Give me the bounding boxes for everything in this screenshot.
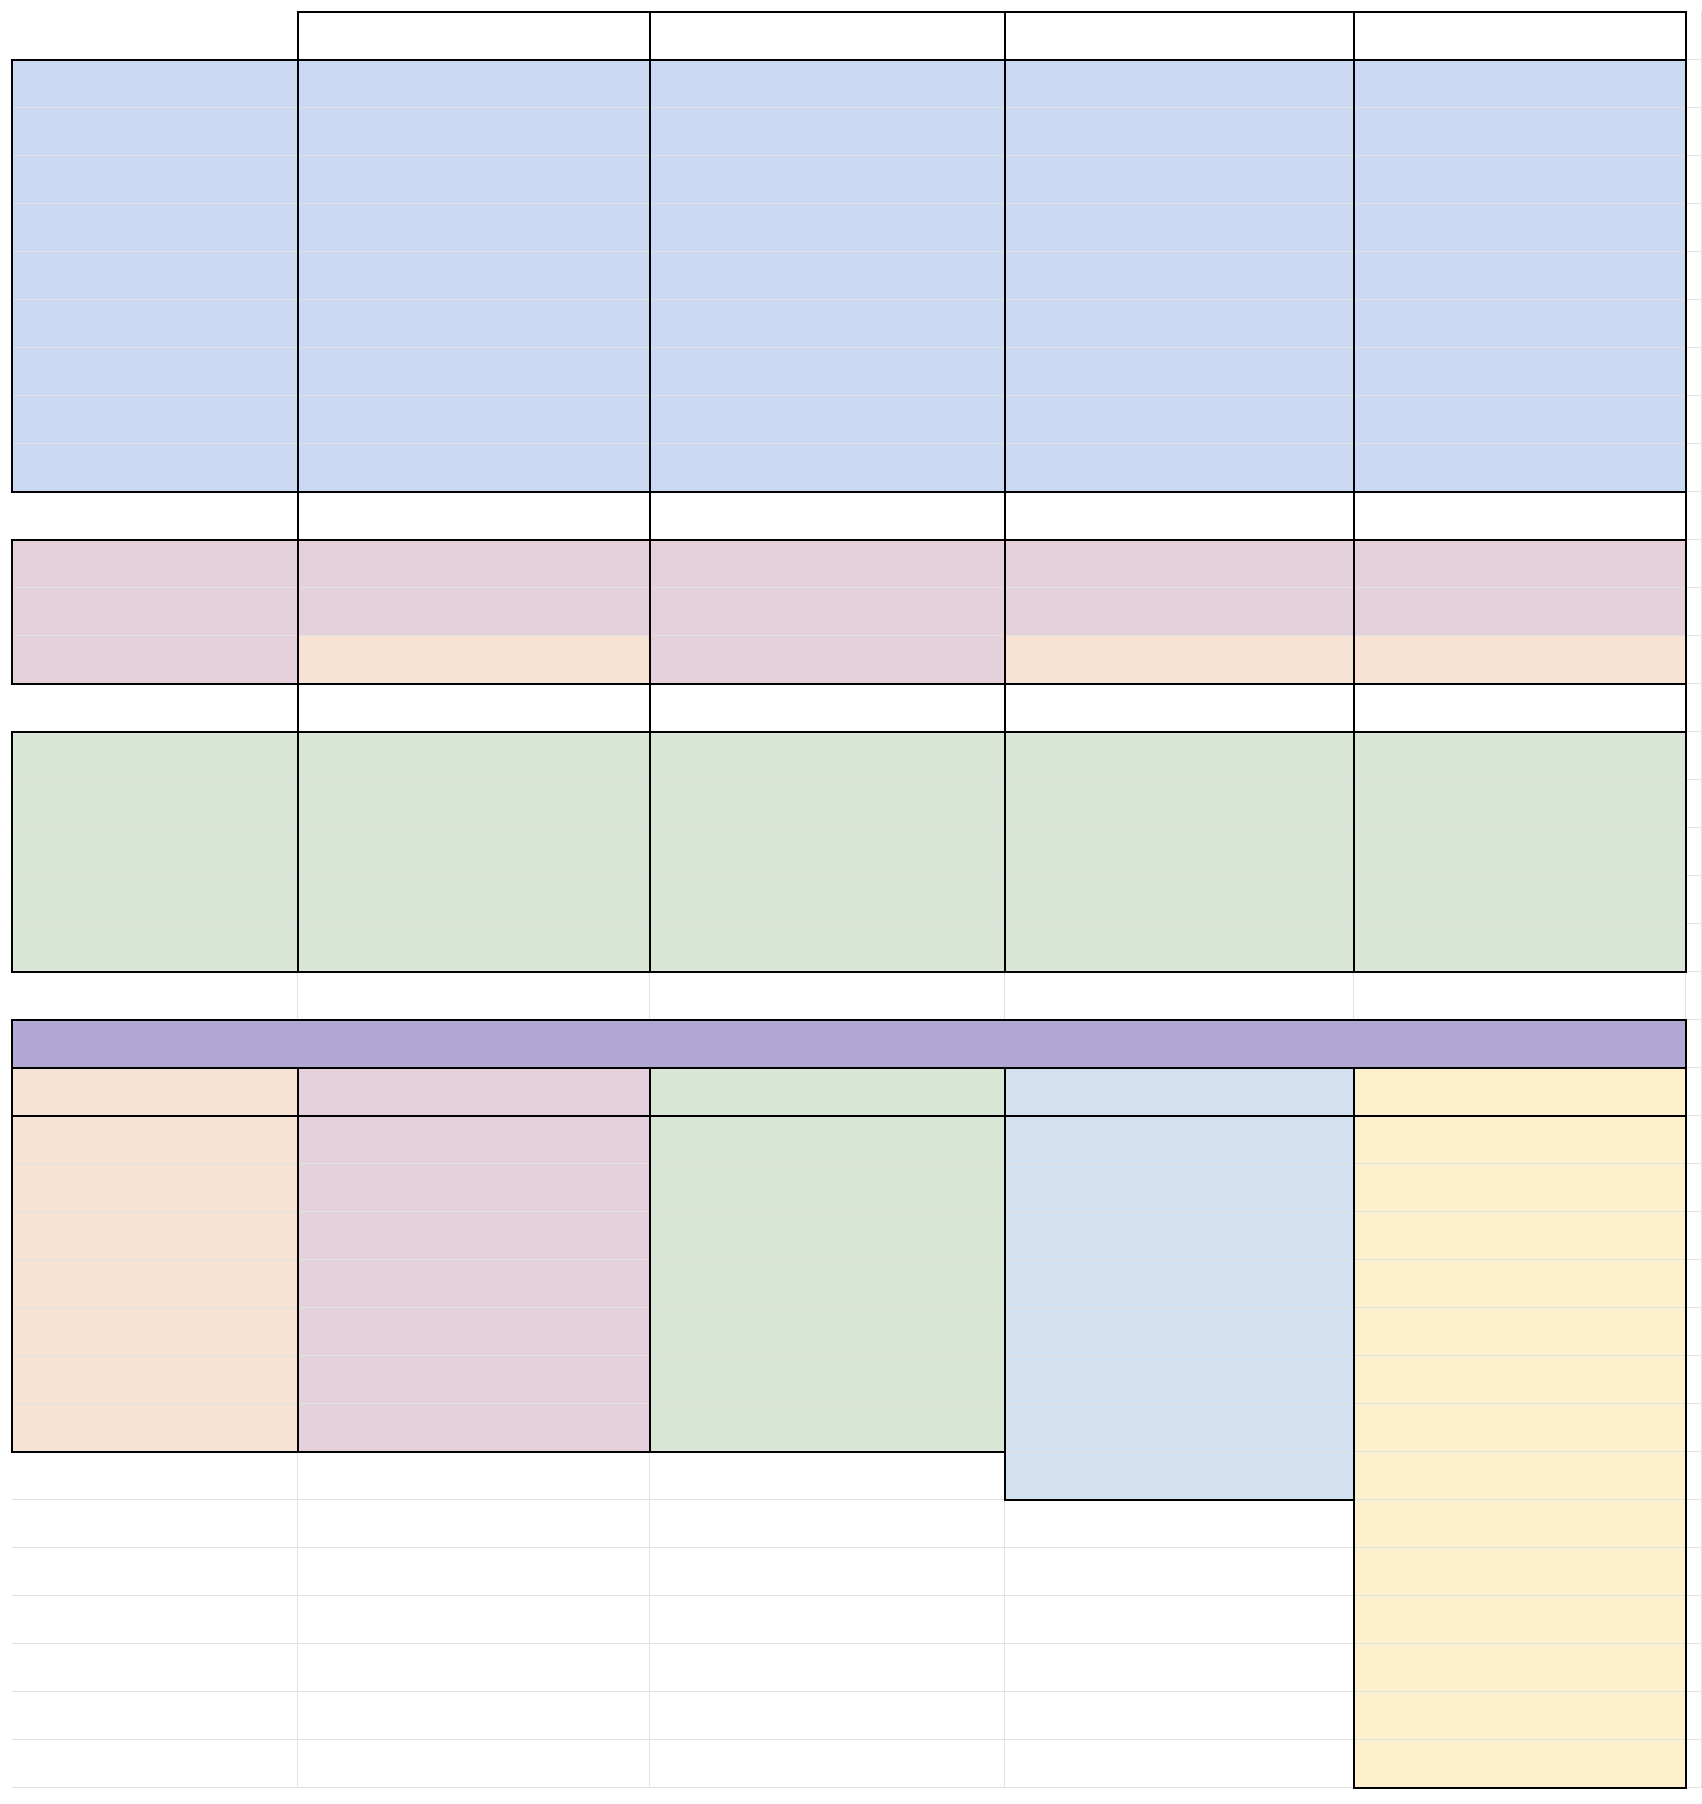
cast-name[interactable] — [298, 828, 650, 876]
ensemble-member[interactable] — [650, 1212, 1005, 1260]
role-label[interactable] — [12, 108, 298, 156]
empty-cell[interactable] — [1686, 1308, 1702, 1356]
cast-name[interactable] — [650, 252, 1005, 300]
empty-cell[interactable] — [1686, 1068, 1702, 1116]
empty-cell[interactable] — [298, 492, 650, 540]
cast-name[interactable] — [1354, 732, 1686, 780]
empty-cell[interactable] — [298, 1644, 650, 1692]
ensemble-member[interactable] — [12, 1212, 298, 1260]
ensemble-member[interactable] — [298, 1308, 650, 1356]
empty-cell[interactable] — [1686, 396, 1702, 444]
ensemble-member[interactable] — [1005, 1452, 1354, 1500]
role-label[interactable] — [12, 636, 298, 684]
show-header[interactable] — [298, 12, 650, 60]
cast-name[interactable] — [298, 60, 650, 108]
cast-name[interactable] — [298, 876, 650, 924]
empty-cell[interactable] — [1005, 1740, 1354, 1788]
cast-name[interactable] — [1354, 636, 1686, 684]
empty-cell[interactable] — [1686, 348, 1702, 396]
cast-name[interactable] — [1005, 252, 1354, 300]
ensemble-member[interactable] — [1354, 1116, 1686, 1164]
show-header[interactable] — [1005, 12, 1354, 60]
ensemble-member[interactable] — [1005, 1116, 1354, 1164]
empty-cell[interactable] — [1354, 972, 1686, 1020]
empty-cell[interactable] — [650, 492, 1005, 540]
empty-cell[interactable] — [650, 1740, 1005, 1788]
role-label[interactable] — [12, 60, 298, 108]
empty-cell[interactable] — [1686, 732, 1702, 780]
empty-cell[interactable] — [1686, 636, 1702, 684]
empty-cell[interactable] — [650, 684, 1005, 732]
empty-cell[interactable] — [1686, 924, 1702, 972]
empty-cell[interactable] — [1686, 780, 1702, 828]
cast-name[interactable] — [650, 300, 1005, 348]
ensemble-member[interactable] — [12, 1308, 298, 1356]
empty-cell[interactable] — [12, 1740, 298, 1788]
empty-cell[interactable] — [1686, 444, 1702, 492]
ensemble-member[interactable] — [298, 1116, 650, 1164]
empty-cell[interactable] — [1686, 1212, 1702, 1260]
empty-cell[interactable] — [12, 1692, 298, 1740]
role-label[interactable] — [12, 876, 298, 924]
cast-name[interactable] — [1354, 588, 1686, 636]
role-label[interactable] — [12, 444, 298, 492]
ensemble-member[interactable] — [1354, 1260, 1686, 1308]
cast-name[interactable] — [1005, 396, 1354, 444]
cast-name[interactable] — [298, 156, 650, 204]
ensemble-header[interactable] — [298, 1068, 650, 1116]
empty-cell[interactable] — [1686, 1260, 1702, 1308]
empty-cell[interactable] — [12, 1548, 298, 1596]
ensemble-member[interactable] — [1354, 1212, 1686, 1260]
cast-name[interactable] — [650, 588, 1005, 636]
empty-cell[interactable] — [1686, 12, 1702, 60]
empty-cell[interactable] — [1005, 1692, 1354, 1740]
ensemble-member[interactable] — [1354, 1692, 1686, 1740]
empty-cell[interactable] — [12, 1500, 298, 1548]
empty-cell[interactable] — [1005, 1596, 1354, 1644]
empty-cell[interactable] — [298, 1740, 650, 1788]
empty-cell[interactable] — [1686, 1500, 1702, 1548]
role-label[interactable] — [12, 396, 298, 444]
empty-cell[interactable] — [1686, 1596, 1702, 1644]
empty-cell[interactable] — [1686, 1548, 1702, 1596]
ensemble-member[interactable] — [1005, 1164, 1354, 1212]
ensemble-member[interactable] — [1354, 1404, 1686, 1452]
cast-name[interactable] — [650, 156, 1005, 204]
ensemble-member[interactable] — [12, 1356, 298, 1404]
ensemble-member[interactable] — [1005, 1308, 1354, 1356]
cast-name[interactable] — [1005, 588, 1354, 636]
ensemble-header[interactable] — [1005, 1068, 1354, 1116]
cast-name[interactable] — [1005, 924, 1354, 972]
ensemble-member[interactable] — [1354, 1308, 1686, 1356]
empty-cell[interactable] — [1686, 1356, 1702, 1404]
ensemble-member[interactable] — [1354, 1644, 1686, 1692]
role-label[interactable] — [12, 204, 298, 252]
empty-cell[interactable] — [650, 1692, 1005, 1740]
cast-name[interactable] — [1354, 300, 1686, 348]
empty-cell[interactable] — [298, 972, 650, 1020]
ensemble-member[interactable] — [1354, 1356, 1686, 1404]
cast-name[interactable] — [650, 60, 1005, 108]
cast-name[interactable] — [1354, 156, 1686, 204]
empty-cell[interactable] — [12, 972, 298, 1020]
cast-name[interactable] — [1005, 108, 1354, 156]
role-label[interactable] — [12, 732, 298, 780]
empty-cell[interactable] — [650, 1548, 1005, 1596]
ensemble-member[interactable] — [650, 1164, 1005, 1212]
empty-cell[interactable] — [1686, 1020, 1702, 1068]
ensemble-member[interactable] — [1354, 1164, 1686, 1212]
empty-cell[interactable] — [1354, 492, 1686, 540]
ensemble-header[interactable] — [650, 1068, 1005, 1116]
cast-name[interactable] — [1354, 396, 1686, 444]
ensemble-member[interactable] — [298, 1212, 650, 1260]
cast-name[interactable] — [650, 876, 1005, 924]
empty-cell[interactable] — [1005, 1548, 1354, 1596]
ensemble-member[interactable] — [1354, 1596, 1686, 1644]
empty-cell[interactable] — [1686, 204, 1702, 252]
role-label[interactable] — [12, 252, 298, 300]
cast-name[interactable] — [1354, 108, 1686, 156]
empty-cell[interactable] — [1686, 588, 1702, 636]
empty-cell[interactable] — [1686, 108, 1702, 156]
role-label[interactable] — [12, 540, 298, 588]
empty-cell[interactable] — [650, 1500, 1005, 1548]
show-header[interactable] — [1354, 12, 1686, 60]
cast-name[interactable] — [1005, 876, 1354, 924]
ensemble-member[interactable] — [1354, 1548, 1686, 1596]
cast-name[interactable] — [650, 636, 1005, 684]
ensemble-member[interactable] — [12, 1404, 298, 1452]
empty-cell[interactable] — [1686, 1404, 1702, 1452]
all-shows-title[interactable] — [12, 1020, 1686, 1068]
ensemble-member[interactable] — [1005, 1260, 1354, 1308]
ensemble-member[interactable] — [650, 1404, 1005, 1452]
empty-cell[interactable] — [1686, 828, 1702, 876]
ensemble-member[interactable] — [1354, 1500, 1686, 1548]
cast-name[interactable] — [650, 108, 1005, 156]
empty-cell[interactable] — [12, 1596, 298, 1644]
cast-name[interactable] — [1354, 876, 1686, 924]
ensemble-header[interactable] — [12, 1068, 298, 1116]
empty-cell[interactable] — [1686, 684, 1702, 732]
cast-name[interactable] — [298, 732, 650, 780]
cast-name[interactable] — [1354, 444, 1686, 492]
empty-cell[interactable] — [1686, 1692, 1702, 1740]
empty-cell[interactable] — [650, 972, 1005, 1020]
ensemble-member[interactable] — [650, 1356, 1005, 1404]
cast-name[interactable] — [298, 636, 650, 684]
role-label[interactable] — [12, 588, 298, 636]
empty-cell[interactable] — [1686, 300, 1702, 348]
cast-name[interactable] — [1354, 828, 1686, 876]
ensemble-member[interactable] — [298, 1404, 650, 1452]
cast-name[interactable] — [1354, 252, 1686, 300]
empty-cell[interactable] — [12, 12, 298, 60]
empty-cell[interactable] — [1005, 492, 1354, 540]
cast-name[interactable] — [1354, 204, 1686, 252]
cast-name[interactable] — [1005, 732, 1354, 780]
empty-cell[interactable] — [1005, 684, 1354, 732]
cast-name[interactable] — [650, 828, 1005, 876]
cast-name[interactable] — [1354, 60, 1686, 108]
empty-cell[interactable] — [1005, 972, 1354, 1020]
cast-name[interactable] — [298, 540, 650, 588]
empty-cell[interactable] — [650, 1452, 1005, 1500]
cast-name[interactable] — [650, 924, 1005, 972]
cast-name[interactable] — [1005, 348, 1354, 396]
cast-name[interactable] — [650, 204, 1005, 252]
empty-cell[interactable] — [1686, 252, 1702, 300]
cast-name[interactable] — [298, 348, 650, 396]
cast-name[interactable] — [1354, 924, 1686, 972]
empty-cell[interactable] — [1686, 1740, 1702, 1788]
cast-name[interactable] — [650, 396, 1005, 444]
cast-name[interactable] — [1354, 348, 1686, 396]
ensemble-member[interactable] — [1354, 1740, 1686, 1788]
ensemble-header[interactable] — [1354, 1068, 1686, 1116]
empty-cell[interactable] — [1686, 492, 1702, 540]
ensemble-member[interactable] — [1005, 1356, 1354, 1404]
cast-name[interactable] — [650, 348, 1005, 396]
empty-cell[interactable] — [1686, 972, 1702, 1020]
empty-cell[interactable] — [1686, 1164, 1702, 1212]
empty-cell[interactable] — [1686, 1116, 1702, 1164]
empty-cell[interactable] — [298, 684, 650, 732]
empty-cell[interactable] — [650, 1596, 1005, 1644]
ensemble-member[interactable] — [1005, 1212, 1354, 1260]
cast-name[interactable] — [1005, 204, 1354, 252]
ensemble-member[interactable] — [298, 1260, 650, 1308]
cast-name[interactable] — [650, 540, 1005, 588]
empty-cell[interactable] — [298, 1692, 650, 1740]
ensemble-member[interactable] — [1354, 1452, 1686, 1500]
empty-cell[interactable] — [1686, 156, 1702, 204]
cast-name[interactable] — [298, 300, 650, 348]
cast-name[interactable] — [1005, 300, 1354, 348]
ensemble-member[interactable] — [298, 1356, 650, 1404]
ensemble-member[interactable] — [12, 1116, 298, 1164]
empty-cell[interactable] — [298, 1452, 650, 1500]
cast-name[interactable] — [298, 588, 650, 636]
cast-name[interactable] — [1005, 156, 1354, 204]
cast-name[interactable] — [1354, 540, 1686, 588]
cast-name[interactable] — [1005, 60, 1354, 108]
cast-name[interactable] — [298, 108, 650, 156]
empty-cell[interactable] — [12, 684, 298, 732]
empty-cell[interactable] — [1005, 1500, 1354, 1548]
role-label[interactable] — [12, 348, 298, 396]
role-label[interactable] — [12, 300, 298, 348]
show-header[interactable] — [650, 12, 1005, 60]
ensemble-member[interactable] — [12, 1260, 298, 1308]
empty-cell[interactable] — [1686, 60, 1702, 108]
empty-cell[interactable] — [1686, 1644, 1702, 1692]
empty-cell[interactable] — [650, 1644, 1005, 1692]
ensemble-member[interactable] — [650, 1116, 1005, 1164]
empty-cell[interactable] — [12, 1452, 298, 1500]
cast-name[interactable] — [298, 252, 650, 300]
ensemble-member[interactable] — [298, 1164, 650, 1212]
cast-name[interactable] — [1354, 780, 1686, 828]
empty-cell[interactable] — [12, 1644, 298, 1692]
cast-name[interactable] — [1005, 540, 1354, 588]
ensemble-member[interactable] — [12, 1164, 298, 1212]
empty-cell[interactable] — [298, 1596, 650, 1644]
ensemble-member[interactable] — [1005, 1404, 1354, 1452]
role-label[interactable] — [12, 924, 298, 972]
cast-name[interactable] — [298, 444, 650, 492]
empty-cell[interactable] — [1005, 1644, 1354, 1692]
empty-cell[interactable] — [1686, 540, 1702, 588]
cast-name[interactable] — [650, 444, 1005, 492]
cast-name[interactable] — [1005, 636, 1354, 684]
role-label[interactable] — [12, 156, 298, 204]
cast-name[interactable] — [298, 204, 650, 252]
cast-name[interactable] — [298, 924, 650, 972]
empty-cell[interactable] — [12, 492, 298, 540]
ensemble-member[interactable] — [650, 1308, 1005, 1356]
empty-cell[interactable] — [298, 1548, 650, 1596]
empty-cell[interactable] — [298, 1500, 650, 1548]
cast-name[interactable] — [1005, 828, 1354, 876]
cast-name[interactable] — [298, 396, 650, 444]
cast-name[interactable] — [298, 780, 650, 828]
cast-name[interactable] — [1005, 444, 1354, 492]
role-label[interactable] — [12, 780, 298, 828]
empty-cell[interactable] — [1354, 684, 1686, 732]
cast-name[interactable] — [650, 732, 1005, 780]
cast-name[interactable] — [650, 780, 1005, 828]
ensemble-member[interactable] — [650, 1260, 1005, 1308]
empty-cell[interactable] — [1686, 876, 1702, 924]
role-label[interactable] — [12, 828, 298, 876]
cast-name[interactable] — [1005, 780, 1354, 828]
empty-cell[interactable] — [1686, 1452, 1702, 1500]
